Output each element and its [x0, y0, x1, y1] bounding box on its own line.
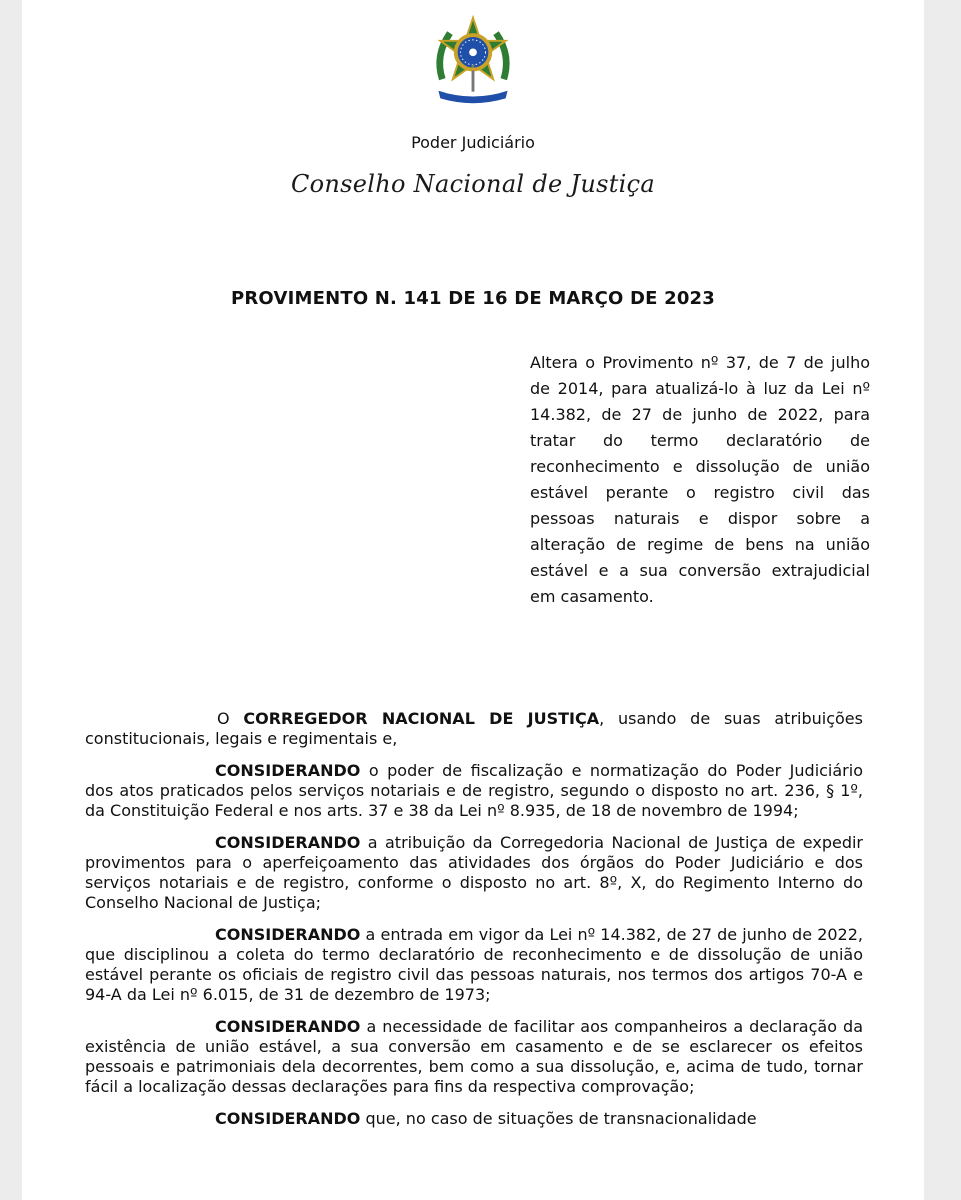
paragraph: CONSIDERANDO a atribuição da Corregedoria Nacional de Justiça de expedir provimentos para o aperfeiçoamento das atividades dos órgãos do Poder Judiciário e dos serviços notariais e de registro, conforme o disposto no art. 8º, X, do Regimento Interno do Conselho Nacional de Justiça;	[85, 833, 863, 912]
document-title: PROVIMENTO N. 141 DE 16 DE MARÇO DE 2023	[230, 288, 716, 309]
paragraph: CONSIDERANDO a necessidade de facilitar aos companheiros a declaração da existência de união estável, a sua conversão em casamento e de se esclarecer os efeitos pessoais e patrimoniais dela decorrentes, bem como a sua dissolução, e, acima de tudo, tornar fácil a localização dessas declarações para fins da respectiva comprovação;	[85, 1017, 863, 1096]
paragraph: O CORREGEDOR NACIONAL DE JUSTIÇA, usando de suas atribuições constitucionais, legais e regimentais e,	[85, 709, 863, 748]
document-body	[85, 709, 863, 1141]
paragraph: CONSIDERANDO o poder de fiscalização e normatização do Poder Judiciário dos atos praticados pelos serviços notariais e de registro, segundo o disposto no art. 236, § 1º, da Constituição Federal e nos arts. 37 e 38 da Lei nº 8.935, de 18 de novembro de 1994;	[85, 761, 863, 820]
organization-name: Poder Judiciário	[411, 133, 535, 152]
paragraph: CONSIDERANDO que, no caso de situações de transnacionalidade	[215, 1109, 757, 1128]
document-summary: Altera o Provimento nº 37, de 7 de julho de 2014, para atualizá-lo à luz da Lei nº 14.382, de 27 de junho de 2022, para tratar do termo declaratório de reconhecimento e dissolução de união estável perante o registro civil das pessoas naturais e dispor sobre a alteração de regime de bens na união estável e a sua conversão extrajudicial em casamento.	[530, 353, 870, 606]
document-page	[22, 0, 924, 1200]
paragraph: CONSIDERANDO a entrada em vigor da Lei nº 14.382, de 27 de junho de 2022, que disciplinou a coleta do termo declaratório de reconhecimento e de dissolução de união estável perante os oficiais de registro civil das pessoas naturais, nos termos dos artigos 70-A e 94-A da Lei nº 6.015, de 31 de dezembro de 1973;	[85, 925, 863, 1004]
brazil-coat-of-arms-icon	[425, 12, 521, 108]
council-name-logo: Conselho Nacional de Justiça	[290, 170, 655, 198]
